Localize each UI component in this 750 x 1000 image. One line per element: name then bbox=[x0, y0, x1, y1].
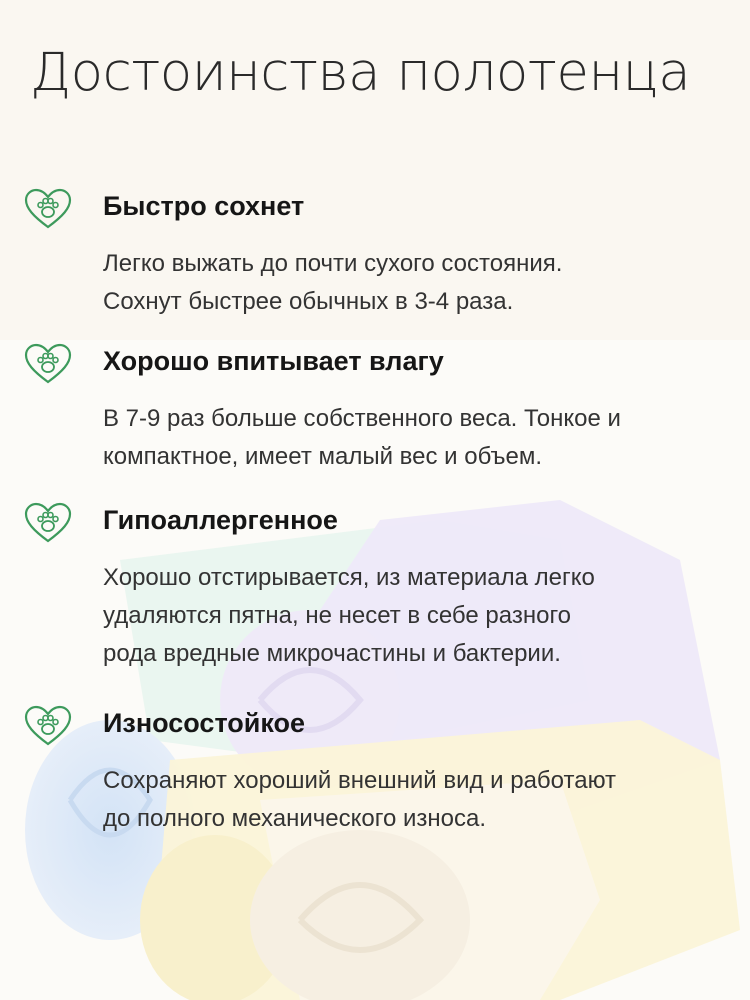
feature-title: Гипоаллергенное bbox=[103, 505, 338, 535]
heart-paw-icon bbox=[23, 343, 73, 385]
feature-line: Сохраняют хороший внешний вид и работают bbox=[103, 767, 617, 794]
feature-line: компактное, имеет малый вес и объем. bbox=[103, 443, 543, 470]
feature-line: Легко выжать до почти сухого состояния. bbox=[103, 250, 563, 277]
feature-description bbox=[103, 400, 733, 476]
feature-description bbox=[103, 559, 733, 673]
feature-line: рода вредные микрочастины и бактерии. bbox=[103, 640, 561, 667]
feature-line: Сохнут быстрее обычных в 3-4 раза. bbox=[103, 288, 514, 315]
feature-line: В 7-9 раз больше собственного веса. Тонкое и bbox=[103, 405, 621, 432]
feature-line: удаляются пятна, не несет в себе разного bbox=[103, 602, 572, 629]
feature-description bbox=[103, 245, 733, 321]
heart-paw-icon bbox=[23, 705, 73, 747]
feature-description bbox=[103, 762, 733, 838]
feature-title: Быстро сохнет bbox=[103, 191, 305, 221]
heart-paw-icon bbox=[23, 188, 73, 230]
heart-paw-icon bbox=[23, 502, 73, 544]
page-title: Достоинства полотенца bbox=[30, 42, 691, 103]
feature-title: Износостойкое bbox=[103, 708, 306, 738]
feature-line: Хорошо отстирывается, из материала легко bbox=[103, 564, 595, 591]
feature-title: Хорошо впитывает влагу bbox=[103, 346, 444, 376]
feature-line: до полного механического износа. bbox=[103, 805, 486, 832]
